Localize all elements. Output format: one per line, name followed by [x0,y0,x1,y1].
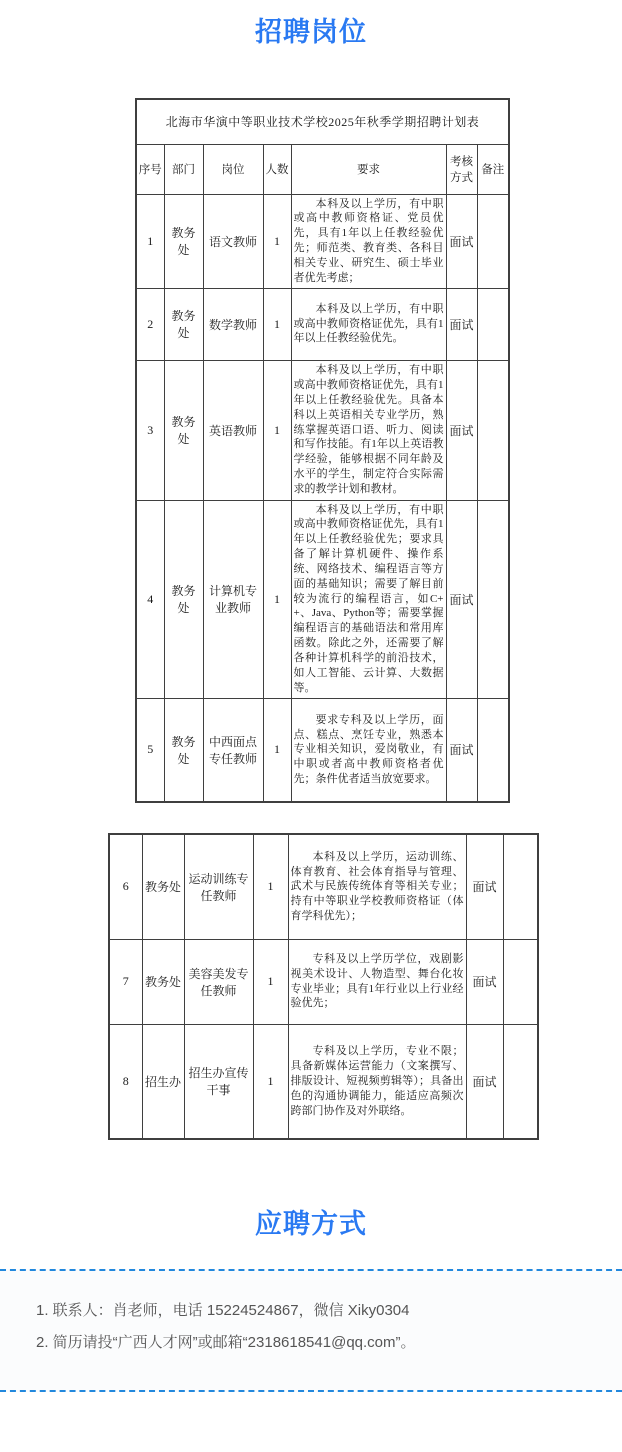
table-row [136,194,509,288]
cell-post: 语文教师 [203,194,263,288]
cell-dept: 教务处 [142,939,184,1024]
cell-count: 1 [263,288,291,360]
cell-dept: 教务处 [164,194,203,288]
cell-req [288,939,466,1024]
cell-method: 面试 [446,698,477,802]
page-title-recruit-positions: 招聘岗位 [255,17,367,47]
recruit-table-part1-wrapper [135,98,508,803]
recruit-table-part2-wrapper [108,833,537,1140]
cell-no: 7 [109,939,142,1024]
cell-count: 1 [263,500,291,698]
cell-count: 1 [263,360,291,500]
table-row [109,1024,538,1139]
cell-method: 面试 [466,834,503,939]
cell-method: 面试 [446,500,477,698]
cell-count: 1 [263,194,291,288]
cell-post: 美容美发专任教师 [184,939,253,1024]
cell-method: 面试 [466,939,503,1024]
cell-req [291,500,446,698]
cell-note [503,834,538,939]
requirement-text: 本科及以上学历，有中职或高中教师资格证优先，具有1年以上任教经验优先；要求具备了解计算机硬件、操作系统、网络技术、编程语言等方面的基础知识；需要了解目前较为流行的编程语言，如C++、Java、Python等；需要掌握编程语言的基础语法和常用库函数。除此之外，还需要了解各种计算机科学的前沿技术，如人工智能、云计算、大数据等。 [293,503,444,694]
contact-line-resume: 2. 简历请投“广西人才网”或邮箱“2318618541@qq.com”。 [36,1334,416,1352]
requirement-text: 专科及以上学历学位，戏剧影视美术设计、人物造型、舞台化妆专业毕业；具有1年行业以上行业经验优先； [290,952,464,1010]
cell-count: 1 [263,698,291,802]
cell-req [291,360,446,500]
cell-method: 面试 [446,360,477,500]
cell-method: 面试 [446,288,477,360]
cell-req [291,698,446,802]
cell-no: 4 [136,500,164,698]
cell-dept: 教务处 [164,288,203,360]
cell-note [503,1024,538,1139]
requirement-text: 本科及以上学历，有中职或高中教师资格证、党员优先，具有1年以上任教经验优先；师范类、教育类、各科目相关专业、研究生、硕士毕业者优先考虑； [293,197,444,284]
cell-dept: 招生办 [142,1024,184,1139]
recruit-plan-table-part1 [135,98,510,803]
cell-method: 面试 [466,1024,503,1139]
cell-dept: 教务处 [164,500,203,698]
column-header-req: 要求 [291,144,446,194]
cell-dept: 教务处 [142,834,184,939]
cell-no: 8 [109,1024,142,1139]
column-header-post: 岗位 [203,144,263,194]
cell-no: 2 [136,288,164,360]
table-row [109,939,538,1024]
table-row [136,288,509,360]
cell-count: 1 [253,939,288,1024]
cell-post: 中西面点专任教师 [203,698,263,802]
requirement-text: 本科及以上学历，有中职或高中教师资格证优先，具有1年以上任教经验优先。具备本科以上英语相关专业学历，熟练掌握英语口语、听力、阅读和写作技能。有1年以上英语教学经验，能够根据不同年龄及水平的学生，制定符合实际需求的教学计划和教材。 [293,364,444,496]
cell-no: 1 [136,194,164,288]
cell-note [477,288,509,360]
requirement-text: 要求专科及以上学历，面点、糕点、烹饪专业，熟悉本专业相关知识，爱岗敬业，有中职或者高中教师资格者优先；条件优者适当放宽要求。 [293,713,444,786]
column-header-dept: 部门 [164,144,203,194]
bottom-whitespace [0,1392,622,1452]
table-title: 北海市华演中等职业技术学校2025年秋季学期招聘计划表 [136,99,509,144]
cell-no: 6 [109,834,142,939]
cell-count: 1 [253,834,288,939]
cell-note [477,360,509,500]
column-header-note: 备注 [477,144,509,194]
cell-note [477,194,509,288]
cell-req [288,1024,466,1139]
cell-post: 计算机专业教师 [203,500,263,698]
cell-no: 3 [136,360,164,500]
column-header-method: 考核方式 [446,144,477,194]
cell-req [291,288,446,360]
contact-info-box [0,1269,622,1392]
table-header-row [136,144,509,194]
cell-post: 英语教师 [203,360,263,500]
table-row [109,834,538,939]
cell-req [291,194,446,288]
page-title-apply-method: 应聘方式 [255,1209,367,1240]
cell-req [288,834,466,939]
cell-dept: 教务处 [164,360,203,500]
column-header-count: 人数 [263,144,291,194]
column-header-no: 序号 [136,144,164,194]
cell-note [477,698,509,802]
cell-post: 运动训练专任教师 [184,834,253,939]
cell-no: 5 [136,698,164,802]
table-title-row [136,99,509,144]
cell-dept: 教务处 [164,698,203,802]
requirement-text: 专科及以上学历，专业不限；具备新媒体运营能力（文案撰写、排版设计、短视频剪辑等）；具备出色的沟通协调能力，能适应高频次跨部门协作及对外联络。 [290,1045,464,1117]
requirement-text: 本科及以上学历，有中职或高中教师资格证优先，具有1年以上任教经验优先。 [293,302,444,345]
cell-post: 招生办宣传干事 [184,1024,253,1139]
table-row [136,698,509,802]
recruit-plan-table-part2 [108,833,539,1140]
table-row [136,500,509,698]
table-row [136,360,509,500]
cell-note [503,939,538,1024]
cell-method: 面试 [446,194,477,288]
contact-line-phone: 1. 联系人：肖老师，电话 15224524867，微信 Xiky0304 [36,1302,410,1320]
requirement-text: 本科及以上学历，运动训练、体育教育、社会体育指导与管理、武术与民族传统体育等相关专业；持有中等职业学校教师资格证（体育学科优先）； [290,850,464,923]
cell-count: 1 [253,1024,288,1139]
cell-note [477,500,509,698]
cell-post: 数学教师 [203,288,263,360]
